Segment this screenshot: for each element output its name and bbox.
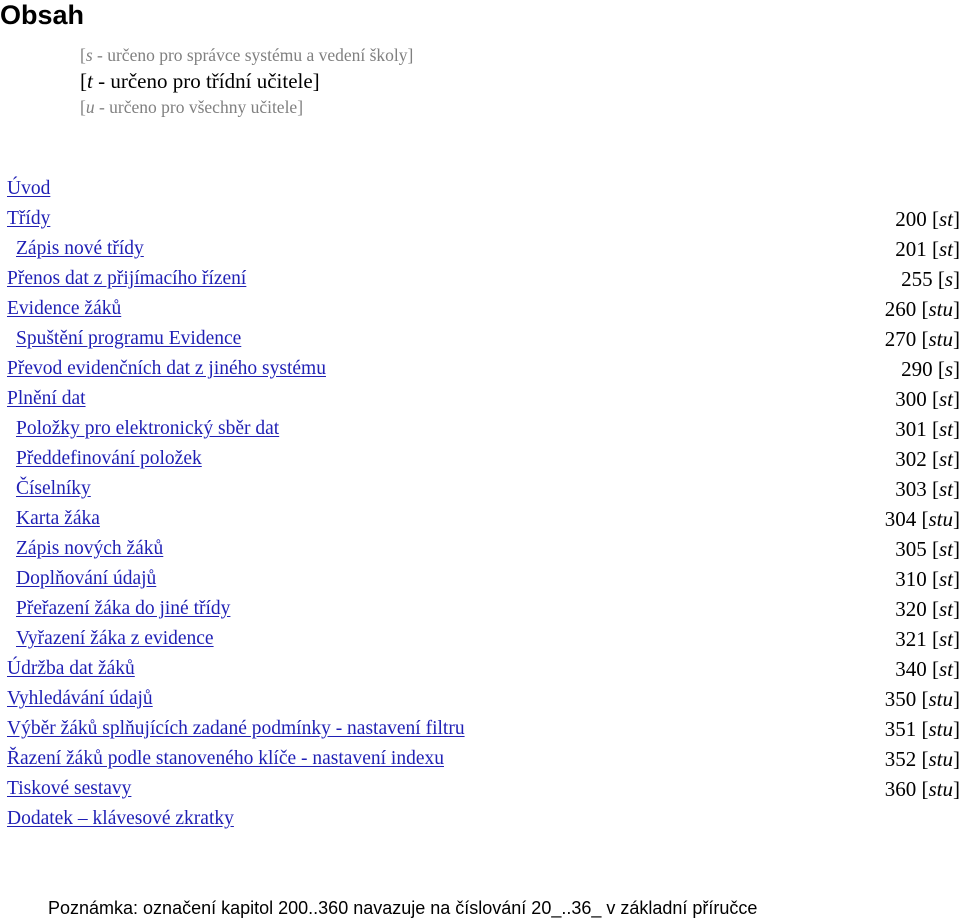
toc-link[interactable]: Přeřazení žáka do jiné třídy <box>16 598 231 619</box>
table-of-contents <box>0 174 960 834</box>
toc-row <box>0 804 960 834</box>
toc-link[interactable]: Údržba dat žáků <box>7 658 135 679</box>
page-title: Obsah <box>0 0 85 30</box>
toc-chapter-code: 320 [st] <box>895 597 960 621</box>
chapter-roles: s <box>944 267 953 291</box>
toc-link[interactable]: Přenos dat z přijímacího řízení <box>7 268 247 289</box>
toc-row <box>0 534 960 564</box>
toc-link[interactable]: Vyhledávání údajů <box>7 688 153 709</box>
chapter-roles: stu <box>928 747 953 771</box>
chapter-number: 300 <box>895 387 927 411</box>
toc-chapter-code: 290 [s] <box>901 357 960 381</box>
chapter-number: 351 <box>884 717 917 741</box>
toc-link[interactable]: Tiskové sestavy <box>7 778 132 799</box>
toc-link[interactable]: Zápis nových žáků <box>16 538 164 559</box>
toc-chapter-code: 255 [s] <box>901 267 960 291</box>
toc-chapter-code: 350 [stu] <box>884 687 960 711</box>
toc-row <box>0 744 960 774</box>
toc-chapter-code: 301 [st] <box>895 417 960 441</box>
chapter-number: 350 <box>884 687 917 711</box>
toc-row <box>0 594 960 624</box>
toc-link[interactable]: Vyřazení žáka z evidence <box>16 628 214 649</box>
chapter-number: 320 <box>895 597 927 621</box>
legend-code: u <box>85 97 95 117</box>
toc-chapter-code: 303 [st] <box>895 477 960 501</box>
chapter-roles: st <box>938 477 953 501</box>
chapter-number: 302 <box>895 447 927 471</box>
chapter-roles: st <box>938 417 953 441</box>
chapter-roles: stu <box>928 777 953 801</box>
chapter-number: 301 <box>895 417 927 441</box>
toc-row <box>0 504 960 534</box>
toc-link[interactable]: Řazení žáků podle stanoveného klíče - nastavení indexu <box>7 748 444 769</box>
chapter-number: 360 <box>884 777 917 801</box>
chapter-roles: stu <box>928 687 953 711</box>
toc-link[interactable]: Číselníky <box>16 478 91 499</box>
toc-link[interactable]: Zápis nové třídy <box>16 238 144 259</box>
chapter-roles: stu <box>928 297 953 321</box>
toc-row <box>0 654 960 684</box>
chapter-number: 290 <box>901 357 933 381</box>
chapter-roles: st <box>938 597 953 621</box>
toc-link[interactable]: Předdefinování položek <box>16 448 202 469</box>
toc-chapter-code: 201 [st] <box>895 237 960 261</box>
legend-item-u: [u - určeno pro všechny učitele] <box>80 97 304 117</box>
toc-chapter-code: 260 [stu] <box>884 297 960 321</box>
toc-link[interactable]: Doplňování údajů <box>16 568 157 589</box>
toc-chapter-code: 360 [stu] <box>884 777 960 801</box>
toc-chapter-code: 340 [st] <box>895 657 960 681</box>
toc-link[interactable]: Plnění dat <box>7 388 86 409</box>
legend-item-s: [s - určeno pro správce systému a vedení školy] <box>80 45 414 65</box>
toc-chapter-code: 270 [stu] <box>884 327 960 351</box>
toc-row <box>0 174 960 204</box>
chapter-roles: s <box>944 357 953 381</box>
legend-code: t <box>87 69 93 93</box>
toc-link[interactable]: Karta žáka <box>16 508 100 529</box>
toc-row <box>0 564 960 594</box>
chapter-number: 303 <box>895 477 927 501</box>
chapter-number: 260 <box>884 297 917 321</box>
toc-row <box>0 624 960 654</box>
chapter-roles: stu <box>928 717 953 741</box>
toc-row <box>0 204 960 234</box>
toc-chapter-code: 352 [stu] <box>884 747 960 771</box>
toc-link[interactable]: Převod evidenčních dat z jiného systému <box>7 358 326 379</box>
chapter-number: 304 <box>884 507 917 531</box>
chapter-number: 201 <box>895 237 927 261</box>
legend-code: s <box>85 45 93 65</box>
toc-row <box>0 444 960 474</box>
chapter-number: 305 <box>895 537 927 561</box>
chapter-number: 270 <box>884 327 917 351</box>
legend-item-t: [t - určeno pro třídní učitele] <box>80 69 320 93</box>
toc-row <box>0 264 960 294</box>
toc-link[interactable]: Položky pro elektronický sběr dat <box>16 418 280 439</box>
toc-row <box>0 234 960 264</box>
chapter-roles: st <box>938 627 953 651</box>
toc-row <box>0 774 960 804</box>
chapter-number: 255 <box>901 267 933 291</box>
chapter-roles: st <box>938 567 953 591</box>
toc-link[interactable]: Evidence žáků <box>7 298 122 319</box>
chapter-roles: stu <box>928 507 953 531</box>
toc-link[interactable]: Třídy <box>7 208 51 229</box>
toc-chapter-code: 200 [st] <box>895 207 960 231</box>
chapter-roles: st <box>938 447 953 471</box>
toc-row <box>0 684 960 714</box>
toc-row <box>0 384 960 414</box>
chapter-roles: st <box>938 657 953 681</box>
toc-chapter-code: 310 [st] <box>895 567 960 591</box>
toc-row <box>0 294 960 324</box>
toc-chapter-code: 351 [stu] <box>884 717 960 741</box>
chapter-roles: stu <box>928 327 953 351</box>
toc-chapter-code: 302 [st] <box>895 447 960 471</box>
chapter-number: 352 <box>884 747 917 771</box>
toc-chapter-code: 305 [st] <box>895 537 960 561</box>
toc-link[interactable]: Výběr žáků splňujících zadané podmínky - nastavení filtru <box>7 718 465 739</box>
toc-chapter-code: 304 [stu] <box>884 507 960 531</box>
toc-row <box>0 474 960 504</box>
chapter-roles: st <box>938 537 953 561</box>
toc-link[interactable]: Spuštění programu Evidence <box>16 328 242 349</box>
chapter-number: 321 <box>895 627 927 651</box>
chapter-roles: st <box>938 237 953 261</box>
chapter-roles: st <box>938 387 953 411</box>
toc-link[interactable]: Dodatek – klávesové zkratky <box>7 808 234 829</box>
toc-chapter-code: 300 [st] <box>895 387 960 411</box>
chapter-number: 200 <box>895 207 927 231</box>
toc-row <box>0 414 960 444</box>
toc-row <box>0 714 960 744</box>
toc-link[interactable]: Úvod <box>7 178 51 199</box>
chapter-roles: st <box>938 207 953 231</box>
toc-row <box>0 324 960 354</box>
chapter-number: 340 <box>895 657 927 681</box>
toc-chapter-code: 321 [st] <box>895 627 960 651</box>
footnote: Poznámka: označení kapitol 200..360 navazuje na číslování 20_..36_ v základní příručce <box>48 898 758 918</box>
toc-row <box>0 354 960 384</box>
chapter-number: 310 <box>895 567 927 591</box>
